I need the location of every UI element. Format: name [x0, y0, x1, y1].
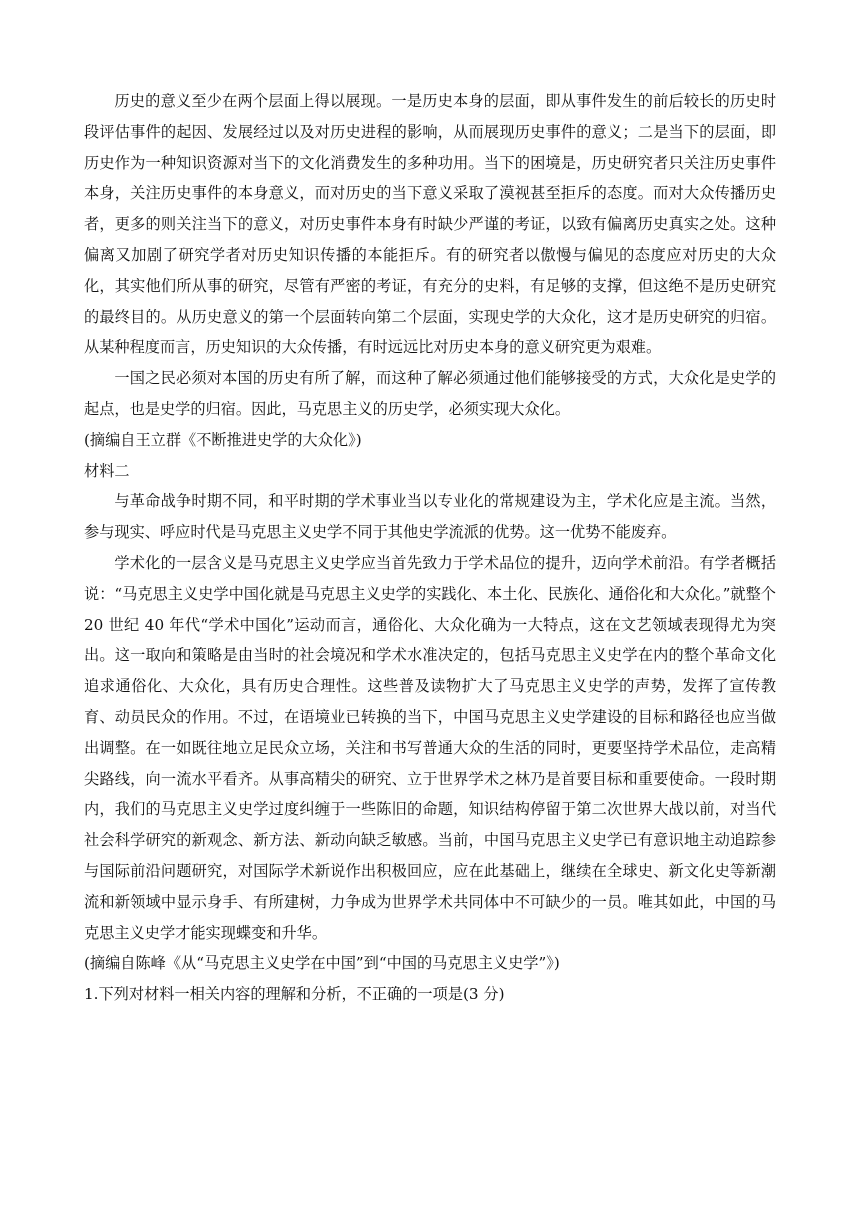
document-page: [84, 86, 776, 1010]
paragraph-academic-meaning: 学术化的一层含义是马克思主义史学应当首先致力于学术品位的提升，迈向学术前沿。有学者概括说：“马克思主义史学中国化就是马克思主义史学的实践化、本土化、民族化、通俗化和大众化。”就整个 20 世纪 40 年代“学术中国化”运动而言，通俗化、大众化确为一大特点，这在文艺领域表现得尤为突出。这一取向和策略是由当时的社会境况和学术水准决定的，包括马克思主义史学在内的整个革命文化追求通俗化、大众化，具有历史合理性。这些普及读物扩大了马克思主义史学的声势，发挥了宣传教育、动员民众的作用。不过，在语境业已转换的当下，中国马克思主义史学建设的目标和路径也应当做出调整。在一如既往地立足民众立场，关注和书写普通大众的生活的同时，更要坚持学术品位，走高精尖路线，向一流水平看齐。从事高精尖的研究、立于世界学术之林乃是首要目标和重要使命。一段时期内，我们的马克思主义史学过度纠缠于一些陈旧的命题，知识结构停留于第二次世界大战以前，对当代社会科学研究的新观念、新方法、新动向缺乏敏感。当前，中国马克思主义史学已有意识地主动追踪参与国际前沿问题研究，对国际学术新说作出积极回应，应在此基础上，继续在全球史、新文化史等新潮流和新领域中显示身手、有所建树，力争成为世界学术共同体中不可缺少的一员。唯其如此，中国的马克思主义史学才能实现蝶变和升华。: [84, 553, 776, 942]
source-citation-2: (摘编自陈峰《从“马克思主义史学在中国”到“中国的马克思主义史学”》): [84, 954, 560, 973]
source-citation-1: (摘编自王立群《不断推进史学的大众化》): [84, 430, 362, 449]
material-2-heading: 材料二: [84, 461, 130, 480]
paragraph-academic-mainstream: 与革命战争时期不同，和平时期的学术事业当以专业化的常规建设为主，学术化应是主流。当然，参与现实、呼应时代是马克思主义史学不同于其他史学流派的优势。这一优势不能废弃。: [84, 492, 776, 542]
paragraph-history-meaning: 历史的意义至少在两个层面上得以展现。一是历史本身的层面，即从事件发生的前后较长的历史时段评估事件的起因、发展经过以及对历史进程的影响，从而展现历史事件的意义；二是当下的层面，即历史作为一种知识资源对当下的文化消费发生的多种功用。当下的困境是，历史研究者只关注历史事件本身，关注历史事件的本身意义，而对历史的当下意义采取了漠视甚至拒斥的态度。而对大众传播历史者，更多的则关注当下的意义，对历史事件本身有时缺少严谨的考证，以致有偏离历史真实之处。这种偏离又加剧了研究学者对历史知识传播的本能拒斥。有的研究者以傲慢与偏见的态度应对历史的大众化，其实他们所从事的研究，尽管有严密的考证，有充分的史料，有足够的支撑，但这绝不是历史研究的最终目的。从历史意义的第一个层面转向第二个层面，实现史学的大众化，这才是历史研究的归宿。从某种程度而言，历史知识的大众传播，有时远远比对历史本身的意义研究更为艰难。: [84, 92, 776, 357]
question-1: 1.下列对材料一相关内容的理解和分析，不正确的一项是(3 分): [84, 985, 505, 1004]
paragraph-popularization: 一国之民必须对本国的历史有所了解，而这种了解必须通过他们能够接受的方式，大众化是史学的起点，也是史学的归宿。因此，马克思主义的历史学，必须实现大众化。: [84, 369, 776, 418]
